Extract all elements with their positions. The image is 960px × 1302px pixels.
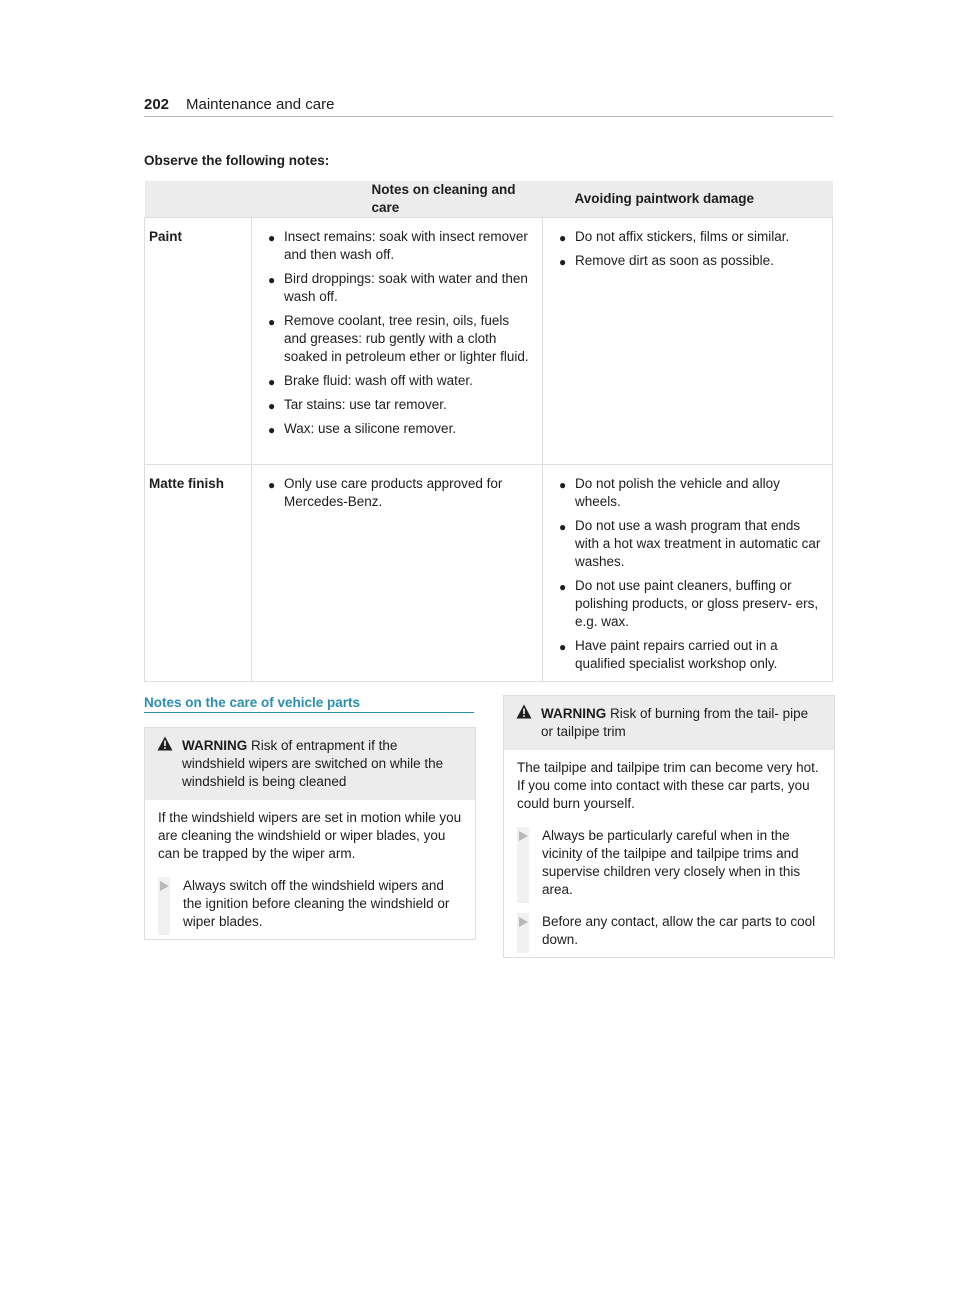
- bullet-icon: ●: [559, 231, 567, 245]
- warning-body: [145, 800, 475, 939]
- step-text: Before any contact, allow the car parts to cool down.: [542, 914, 816, 947]
- table-row-matte: [145, 465, 833, 682]
- bullet-icon: ●: [559, 478, 567, 492]
- cleaning-cell: [252, 218, 543, 465]
- bullet-icon: ●: [268, 423, 276, 437]
- step-arrow-icon: [517, 917, 529, 927]
- warning-header: [145, 728, 475, 800]
- bullet-icon: ●: [268, 478, 276, 492]
- list-item: ● Do not use a wash program that ends with a hot wax treatment in automatic car washes.: [559, 518, 821, 569]
- warning-heading: Risk of entrapment if the windshield wipers are switched on while the windshield is being cleaned: [182, 738, 444, 789]
- section-title: Notes on the care of vehicle parts: [144, 695, 474, 713]
- step-text: Always switch off the windshield wipers and the ignition before cleaning the windshield or wiper blades.: [183, 878, 450, 929]
- bullet-icon: ●: [559, 520, 567, 534]
- warning-triangle-icon: [516, 704, 532, 719]
- instruction-step: [517, 827, 822, 899]
- list-item: ● Do not polish the vehicle and alloy wheels.: [559, 476, 780, 509]
- bullet-icon: ●: [559, 640, 567, 654]
- list-item: ● Bird droppings: soak with water and then wash off.: [268, 271, 528, 304]
- instruction-step: [517, 913, 822, 949]
- step-arrow-icon: [517, 831, 529, 841]
- intro-text: Observe the following notes:: [144, 153, 330, 168]
- cleaning-cell: [252, 465, 543, 682]
- warning-text: The tailpipe and tailpipe trim can become very hot. If you come into contact with these car parts, you could burn yourself.: [517, 760, 819, 811]
- warning-box-wiper: [144, 727, 476, 940]
- warning-triangle-icon: [157, 736, 173, 751]
- instruction-step: [158, 877, 463, 931]
- list-item: ● Only use care products approved for Mercedes-Benz.: [268, 476, 503, 509]
- page-section-title: Maintenance and care: [186, 96, 335, 113]
- list-item: ● Do not affix stickers, films or similar.: [559, 229, 790, 245]
- list-item: ● Wax: use a silicone remover.: [268, 421, 457, 437]
- step-text: Always be particularly careful when in the vicinity of the tailpipe and tailpipe trims and supervise children very closely when in this area.: [542, 828, 801, 897]
- bullet-icon: ●: [268, 399, 276, 413]
- warning-text: If the windshield wipers are set in motion while you are cleaning the windshield or wiper blades, you can be trapped by the wiper arm.: [158, 810, 462, 861]
- list-item: ● Brake fluid: wash off with water.: [268, 373, 473, 389]
- avoiding-cell: [543, 465, 833, 682]
- table-header-cleaning: Notes on cleaning and care: [252, 181, 543, 218]
- row-label: Matte finish: [145, 465, 252, 682]
- care-table: [144, 181, 833, 682]
- list-item: ● Remove coolant, tree resin, oils, fuels and greases: rub gently with a cloth soaked in petroleum ether or lighter fluid.: [268, 313, 529, 364]
- step-arrow-icon: [158, 881, 170, 891]
- table-header-empty: [145, 181, 252, 218]
- list-item: ● Have paint repairs carried out in a qualified specialist workshop only.: [559, 638, 778, 671]
- bullet-icon: ●: [268, 375, 276, 389]
- bullet-icon: ●: [268, 315, 276, 329]
- page-number: 202: [144, 96, 170, 113]
- list-item: ● Do not use paint cleaners, buffing or polishing products, or gloss preserv- ers, e.g. wax.: [559, 578, 819, 629]
- bullet-icon: ●: [559, 255, 567, 269]
- avoiding-cell: [543, 218, 833, 465]
- row-label: Paint: [145, 218, 252, 465]
- warning-box-tailpipe: [503, 695, 835, 958]
- bullet-icon: ●: [268, 231, 276, 245]
- warning-label: WARNING: [541, 706, 607, 721]
- list-item: ● Tar stains: use tar remover.: [268, 397, 447, 413]
- list-item: ● Insect remains: soak with insect remover and then wash off.: [268, 229, 528, 262]
- warning-header: [504, 696, 834, 750]
- bullet-icon: ●: [559, 580, 567, 594]
- table-row-paint: [145, 218, 833, 465]
- warning-heading: Risk of burning from the tail- pipe or tailpipe trim: [541, 706, 809, 739]
- bullet-icon: ●: [268, 273, 276, 287]
- page-header: [144, 92, 833, 117]
- warning-body: [504, 750, 834, 957]
- warning-label: WARNING: [182, 738, 248, 753]
- list-item: ● Remove dirt as soon as possible.: [559, 253, 774, 269]
- table-header-row: [145, 181, 833, 218]
- table-header-avoiding: Avoiding paintwork damage: [543, 181, 833, 218]
